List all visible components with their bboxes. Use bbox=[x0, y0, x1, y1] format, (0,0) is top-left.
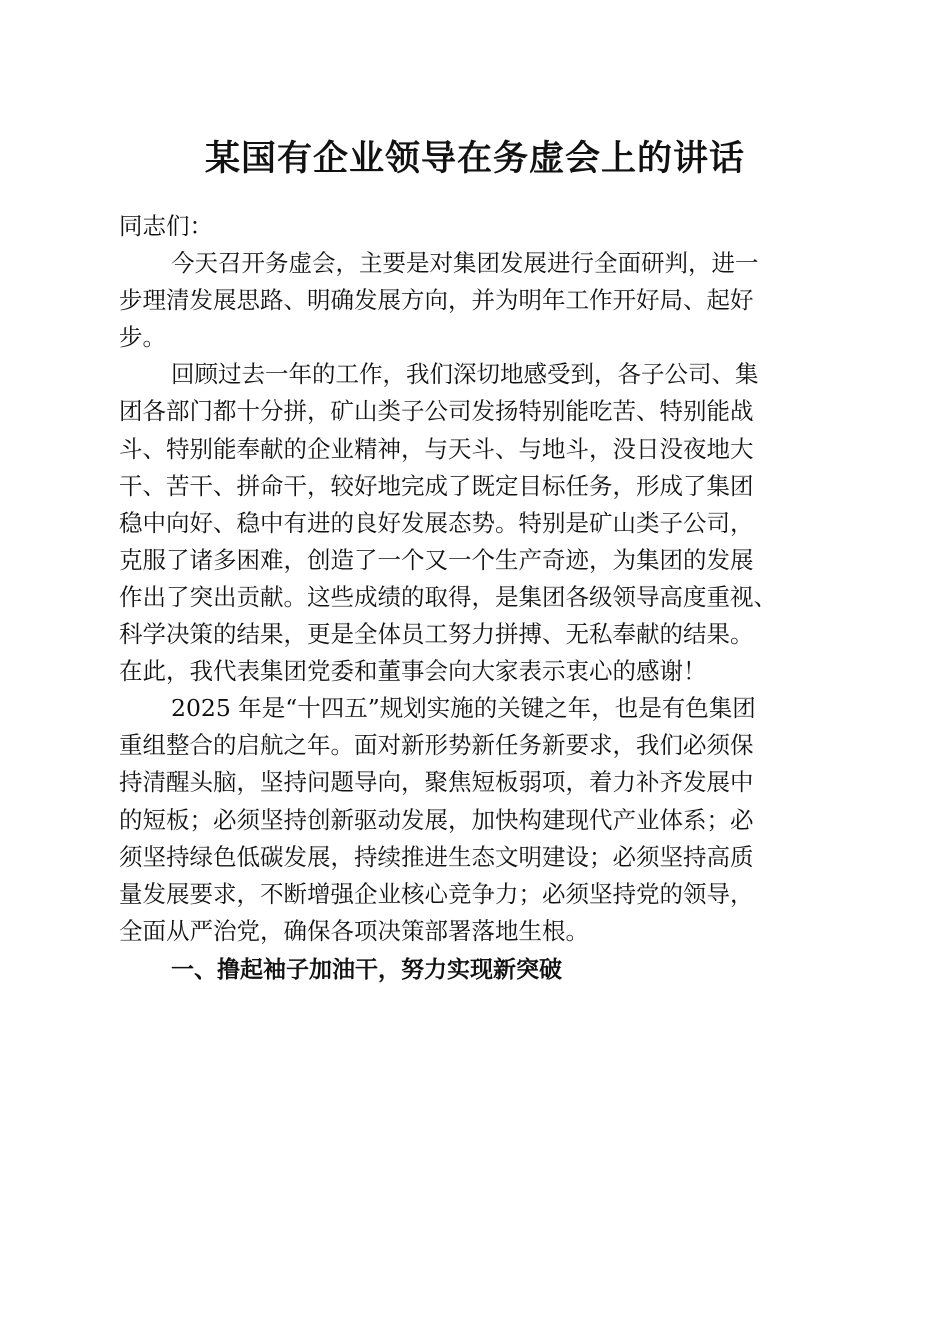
paragraph-3-line-5: 须坚持绿色低碳发展，持续推进生态文明建设；必须坚持高质 bbox=[119, 842, 754, 871]
paragraph-1-line-3: 步。 bbox=[119, 323, 166, 352]
paragraph-1-line-2: 步理清发展思路、明确发展方向，并为明年工作开好局、起好 bbox=[119, 286, 754, 315]
paragraph-1-line-1: 今天召开务虚会，主要是对集团发展进行全面研判，进一 bbox=[171, 249, 759, 278]
paragraph-3-line-1: 2025 年是“十四五”规划实施的关键之年，也是有色集团 bbox=[171, 694, 756, 723]
paragraph-2-line-3: 斗、特别能奉献的企业精神，与天斗、与地斗，没日没夜地大 bbox=[119, 434, 754, 463]
document-body bbox=[119, 208, 839, 989]
section-heading: 一、撸起袖子加油干，努力实现新突破 bbox=[171, 956, 562, 983]
paragraph-3-line-2: 重组整合的启航之年。面对新形势新任务新要求，我们必须保 bbox=[119, 731, 754, 760]
paragraph-3-line-7: 全面从严治党，确保各项决策部署落地生根。 bbox=[119, 916, 589, 945]
paragraph-3-line-6: 量发展要求，不断增强企业核心竞争力；必须坚持党的领导， bbox=[119, 879, 754, 908]
paragraph-2-line-7: 作出了突出贡献。这些成绩的取得，是集团各级领导高度重视、 bbox=[119, 582, 777, 611]
salutation: 同志们： bbox=[119, 212, 213, 240]
paragraph-2-line-6: 克服了诸多困难，创造了一个又一个生产奇迹，为集团的发展 bbox=[119, 545, 754, 574]
paragraph-3-line-4: 的短板；必须坚持创新驱动发展，加快构建现代产业体系；必 bbox=[119, 805, 754, 834]
paragraph-2-line-5: 稳中向好、稳中有进的良好发展态势。特别是矿山类子公司， bbox=[119, 508, 754, 537]
paragraph-2-line-4: 干、苦干、拼命干，较好地完成了既定目标任务，形成了集团 bbox=[119, 471, 754, 500]
paragraph-2-line-2: 团各部门都十分拼，矿山类子公司发扬特别能吃苦、特别能战 bbox=[119, 397, 754, 426]
paragraph-2-line-1: 回顾过去一年的工作，我们深切地感受到，各子公司、集 bbox=[171, 360, 759, 389]
paragraph-2-line-9: 在此，我代表集团党委和董事会向大家表示衷心的感谢！ bbox=[119, 657, 707, 686]
paragraph-3-line-3: 持清醒头脑，坚持问题导向，聚焦短板弱项，着力补齐发展中 bbox=[119, 768, 754, 797]
paragraph-2-line-8: 科学决策的结果，更是全体员工努力拼搏、无私奉献的结果。 bbox=[119, 620, 754, 649]
document-title: 某国有企业领导在务虚会上的讲话 bbox=[204, 138, 745, 179]
